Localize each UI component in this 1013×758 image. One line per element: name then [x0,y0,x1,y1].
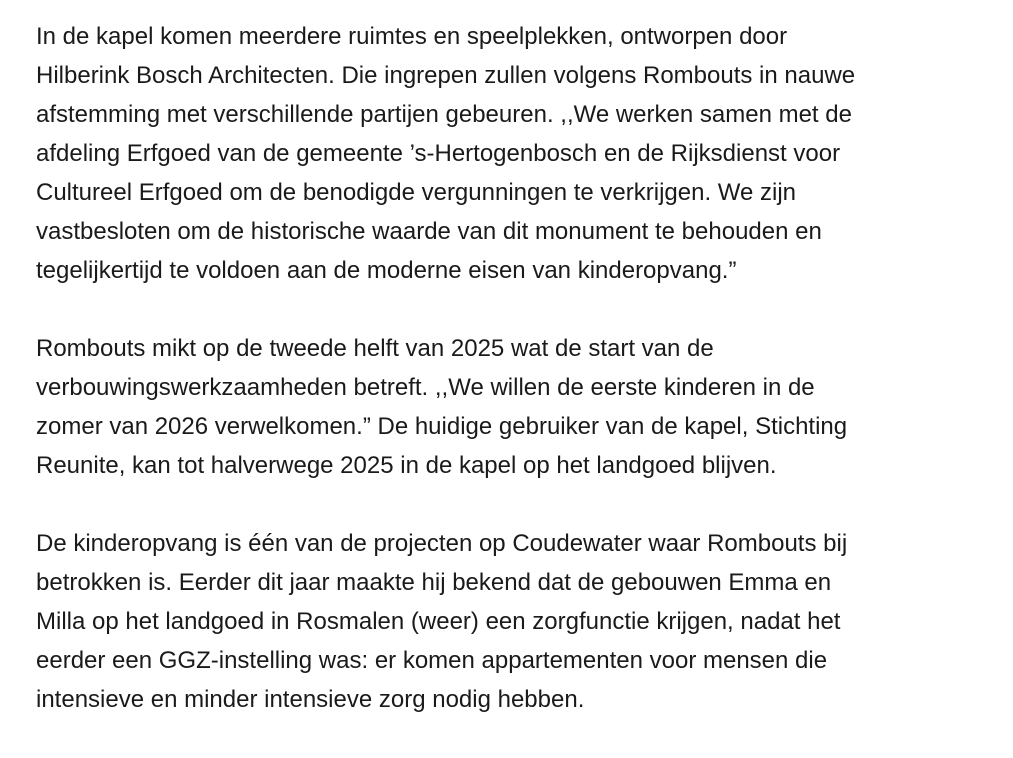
paragraph-planning [36,329,996,485]
text-line: Hilberink Bosch Architecten. Die ingrepen zullen volgens Rombouts in nauwe [36,62,856,89]
article-body [36,17,996,758]
paragraph-coudewater-projecten [36,524,996,719]
text-line: Milla op het landgoed in Rosmalen (weer) een zorgfunctie krijgen, nadat het [36,608,841,635]
text-line: verbouwingswerkzaamheden betreft. ,,We willen de eerste kinderen in de [36,374,815,401]
text-line: tegelijkertijd te voldoen aan de moderne eisen van kinderopvang.” [36,257,737,284]
text-line: De kinderopvang is één van de projecten op Coudewater waar Rombouts bij [36,530,848,557]
text-line: zomer van 2026 verwelkomen.” De huidige gebruiker van de kapel, Stichting [36,413,848,440]
text-line: Rombouts mikt op de tweede helft van 2025 wat de start van de [36,335,714,362]
text-line: Reunite, kan tot halverwege 2025 in de kapel op het landgoed blijven. [36,452,777,479]
text-line: betrokken is. Eerder dit jaar maakte hij bekend dat de gebouwen Emma en [36,569,832,596]
text-line: eerder een GGZ-instelling was: er komen appartementen voor mensen die [36,647,828,674]
text-line: afdeling Erfgoed van de gemeente ’s-Hertogenbosch en de Rijksdienst voor [36,140,841,167]
text-line: Cultureel Erfgoed om de benodigde vergunningen te verkrijgen. We zijn [36,179,797,206]
paragraph-kapel-ruimtes [36,17,996,290]
text-line: vastbesloten om de historische waarde van dit monument te behouden en [36,218,822,245]
text-line: afstemming met verschillende partijen gebeuren. ,,We werken samen met de [36,101,852,128]
text-line: In de kapel komen meerdere ruimtes en speelplekken, ontworpen door [36,23,788,50]
text-line: intensieve en minder intensieve zorg nodig hebben. [36,686,585,713]
